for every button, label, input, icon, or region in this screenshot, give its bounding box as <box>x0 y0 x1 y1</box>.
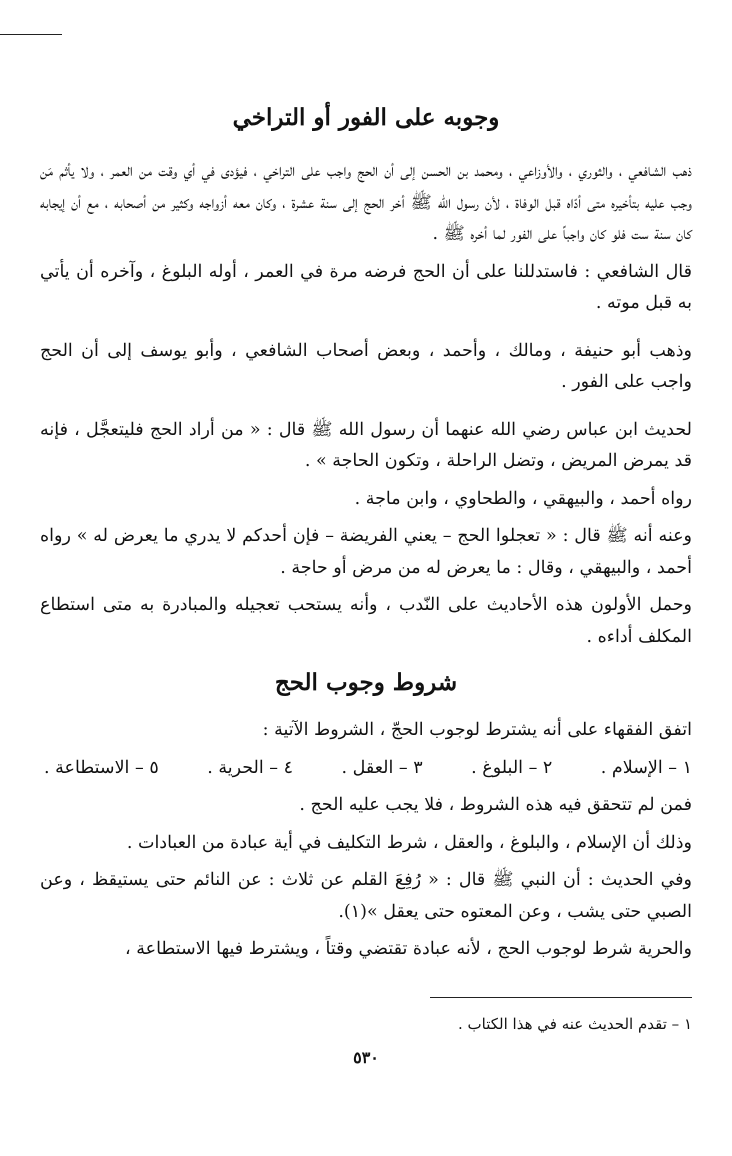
paragraph-taklif: وذلك أن الإسلام ، والبلوغ ، والعقل ، شرط التكليف في أية عبادة من العبادات . <box>126 832 692 853</box>
condition-item: ١ – الإسلام . <box>600 757 692 778</box>
paragraph-ibn-abbas-hadith: لحديث ابن عباس رضي الله عنهما أن رسول الله ﷺ قال : « من أراد الحج فليتعجَّل ، فإنه قد يمرض المريض ، وتضل الراحلة ، وتكون الحاجة » . <box>40 419 692 471</box>
condition-item: ٤ – الحرية . <box>207 757 294 778</box>
book-page <box>40 100 692 966</box>
section-title-timing: وجوبه على الفور أو التراخي <box>232 104 500 131</box>
condition-item: ٥ – الاستطاعة . <box>44 757 159 778</box>
paragraph-pen-lifted-hadith: وفي الحديث : أن النبي ﷺ قال : « رُفِعَ القلم عن ثلاث : عن النائم حتى يستيقظ ، وعن الصبي حتى يشب ، وعن المعتوه حتى يعقل »(١). <box>40 870 692 922</box>
condition-item: ٢ – البلوغ . <box>471 757 553 778</box>
condition-item: ٣ – العقل . <box>341 757 423 778</box>
paragraph-conditions-intro: اتفق الفقهاء على أنه يشترط لوجوب الحجّ ، الشروط الآتية : <box>262 720 692 740</box>
paragraph-freedom-condition: والحرية شرط لوجوب الحج ، لأنه عبادة تقتضي وقتاً ، ويشترط فيها الاستطاعة ، <box>125 939 692 959</box>
footnote-divider <box>430 997 692 998</box>
conditions-list <box>40 753 692 785</box>
paragraph-shafii-quote: قال الشافعي : فاستدللنا على أن الحج فرضه مرة في العمر ، أوله البلوغ ، وآخره أن يأتي به قبل موته . <box>40 261 692 313</box>
paragraph-narrators: رواه أحمد ، والبيهقي ، والطحاوي ، وابن ماجة . <box>354 488 692 509</box>
paragraph-recommendation: وحمل الأولون هذه الأحاديث على النّدب ، وأنه يستحب تعجيله والمبادرة به متى استطاع المكلف أداءه . <box>40 595 692 647</box>
paragraph-no-obligation: فمن لم تتحقق فيه هذه الشروط ، فلا يجب عليه الحج . <box>299 795 692 815</box>
page-number: ٥٣٠ <box>353 1048 379 1067</box>
paragraph-second-hadith: وعنه أنه ﷺ قال : « تعجلوا الحج – يعني الفريضة – فإن أحدكم لا يدري ما يعرض له » رواه أحمد ، والبيهقي ، وقال : ما يعرض له من مرض أو حاجة . <box>40 526 692 578</box>
paragraph-hanafi-view: وذهب أبو حنيفة ، ومالك ، وأحمد ، وبعض أصحاب الشافعي ، وأبو يوسف إلى أن الحج واجب على الفور . <box>40 340 692 392</box>
footnote: ١ – تقدم الحديث عنه في هذا الكتاب . <box>458 1015 692 1033</box>
section-title-conditions: شروط وجوب الحج <box>274 669 458 696</box>
top-rule <box>0 34 62 35</box>
paragraph-shafii-view: ذهب الشافعي ، والثوري ، والأوزاعي ، ومحمد بن الحسن إلى أن الحج واجب على التراخي ، فيؤدى في أي وقت من العمر ، ولا يأثم مَن وجب عليه بتأخيره متى أدّاه قبل الوفاة ، لأن رسول الله ﷺ أخر الحج إلى سنة عشرة ، وكان معه أزواجه وكثير من أصحابه ، مع أن إيجابه كان سنة ست فلو كان واجباً على الفور لما أخره ﷺ . <box>40 161 692 244</box>
